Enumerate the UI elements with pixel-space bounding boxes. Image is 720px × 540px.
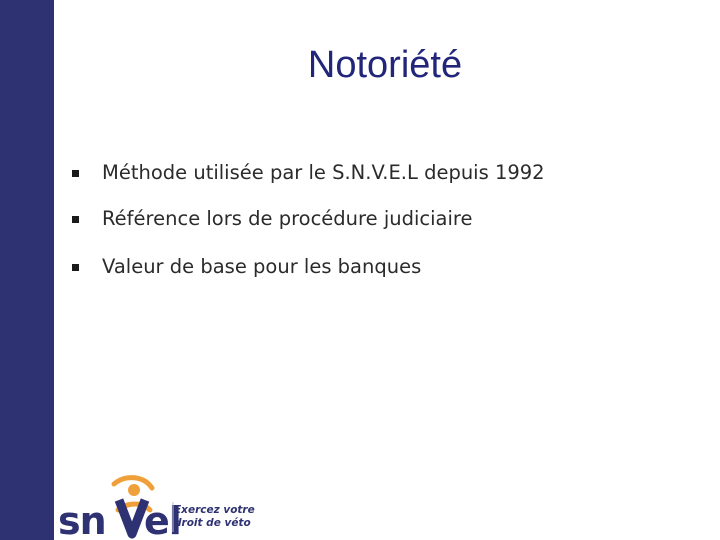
- square-bullet-icon: [72, 170, 79, 177]
- bullet-text: Valeur de base pour les banques: [102, 254, 422, 278]
- list-item: [72, 242, 545, 290]
- square-bullet-icon: [72, 216, 79, 223]
- slide-title: Notoriété: [307, 44, 463, 86]
- tagline-line-1: Exercez votre: [174, 504, 255, 516]
- square-bullet-icon: [72, 264, 79, 271]
- list-item: [72, 194, 545, 242]
- logo-tagline: [174, 504, 255, 530]
- tagline-line-2: droit de véto: [174, 517, 251, 529]
- bullet-text: Méthode utilisée par le S.N.V.E.L depuis 1992: [102, 160, 545, 184]
- list-item: [72, 150, 545, 194]
- bullet-list: [72, 150, 545, 290]
- side-accent-bar: [0, 0, 54, 540]
- svg-text:sn: sn: [58, 499, 106, 540]
- svg-text:el: el: [144, 499, 181, 540]
- bullet-text: Référence lors de procédure judiciaire: [102, 206, 473, 230]
